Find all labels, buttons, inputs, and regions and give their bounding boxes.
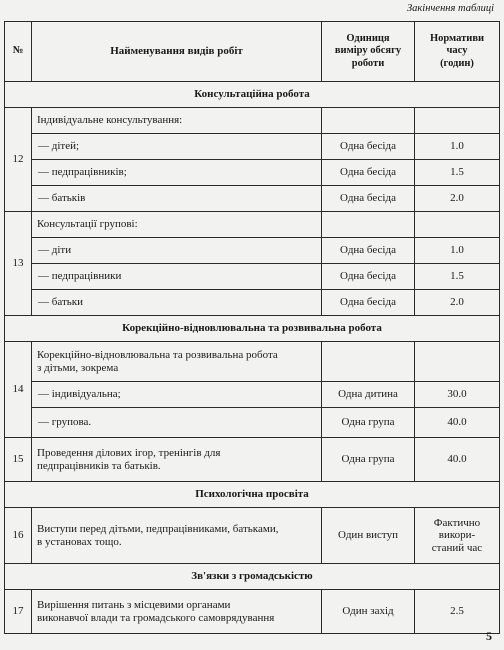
section-title-public-relations: Зв'язки з громадськістю — [5, 564, 500, 590]
work-line2: виконавчої влади та громадського самоврядування — [37, 611, 275, 624]
table-row — [5, 438, 500, 482]
norm-line1: Фактично — [433, 516, 481, 529]
norm-cell: 40.0 — [415, 408, 500, 438]
unit-cell: Одна група — [322, 438, 415, 482]
unit-cell: Одна бесіда — [322, 290, 415, 316]
row-number: 16 — [5, 508, 32, 564]
header-num: № — [5, 22, 32, 82]
table-row — [5, 408, 500, 438]
unit-cell-empty — [322, 212, 415, 238]
work-cell: — дітей; — [32, 134, 322, 160]
norm-cell-empty — [415, 342, 500, 382]
norm-cell: 1.5 — [415, 160, 500, 186]
header-norm — [415, 22, 500, 82]
header-norm-line3: (годин) — [440, 57, 474, 69]
work-cell: — педпрацівників; — [32, 160, 322, 186]
section-row — [5, 82, 500, 108]
header-norm-line2: часу — [446, 45, 468, 57]
section-row — [5, 316, 500, 342]
norm-cell: 2.0 — [415, 290, 500, 316]
unit-cell: Одна бесіда — [322, 238, 415, 264]
section-title-education: Психологічна просвіта — [5, 482, 500, 508]
table-row — [5, 238, 500, 264]
table-row — [5, 212, 500, 238]
unit-cell: Одна бесіда — [322, 186, 415, 212]
table-header-row — [5, 22, 500, 82]
row-title: Консультації групові: — [32, 212, 322, 238]
table-row — [5, 186, 500, 212]
table-row — [5, 508, 500, 564]
unit-cell-empty — [322, 108, 415, 134]
table-row — [5, 264, 500, 290]
section-row — [5, 564, 500, 590]
row-number: 12 — [5, 108, 32, 212]
table-continuation-caption: Закінчення таблиці — [406, 3, 494, 14]
work-line1: Вирішення питань з місцевими органами — [37, 598, 231, 611]
work-cell: — батьки — [32, 290, 322, 316]
row-title: Індивідуальне консультування: — [32, 108, 322, 134]
work-cell — [32, 438, 322, 482]
work-cell: — батьків — [32, 186, 322, 212]
work-cell — [32, 508, 322, 564]
row-number: 13 — [5, 212, 32, 316]
table-row — [5, 108, 500, 134]
work-cell: — групова. — [32, 408, 322, 438]
norm-cell: 2.5 — [415, 590, 500, 634]
norm-cell-empty — [415, 212, 500, 238]
header-unit-line2: виміру обсягу — [334, 45, 402, 57]
work-line1: Проведення ділових ігор, тренінгів для — [37, 446, 221, 459]
table-row — [5, 382, 500, 408]
work-cell: — індивідуальна; — [32, 382, 322, 408]
norm-line3: станий час — [431, 541, 483, 554]
norm-cell: 30.0 — [415, 382, 500, 408]
unit-cell: Один захід — [322, 590, 415, 634]
row-number: 14 — [5, 342, 32, 438]
header-work-type: Найменування видів робіт — [32, 22, 322, 82]
work-norms-table — [4, 21, 500, 634]
row-number: 17 — [5, 590, 32, 634]
header-unit-line1: Одиниця — [346, 33, 390, 45]
norm-cell: 1.0 — [415, 134, 500, 160]
norm-cell-empty — [415, 108, 500, 134]
norm-cell: 2.0 — [415, 186, 500, 212]
work-cell — [32, 590, 322, 634]
table-row — [5, 290, 500, 316]
unit-cell: Одна бесіда — [322, 134, 415, 160]
table-row — [5, 160, 500, 186]
norm-cell: 40.0 — [415, 438, 500, 482]
row-title — [32, 342, 322, 382]
section-title-correction: Корекційно-відновлювальна та розвивальна робота — [5, 316, 500, 342]
section-title-consulting: Консультаційна робота — [5, 82, 500, 108]
work-line1: Виступи перед дітьми, педпрацівниками, батьками, — [37, 522, 279, 535]
row-number: 15 — [5, 438, 32, 482]
unit-cell: Одна бесіда — [322, 264, 415, 290]
unit-cell-empty — [322, 342, 415, 382]
work-cell: — діти — [32, 238, 322, 264]
table-row — [5, 590, 500, 634]
unit-cell: Одна бесіда — [322, 160, 415, 186]
header-unit — [322, 22, 415, 82]
table-row — [5, 134, 500, 160]
work-cell: — педпрацівники — [32, 264, 322, 290]
norm-cell: 1.5 — [415, 264, 500, 290]
norm-cell: 1.0 — [415, 238, 500, 264]
work-line2: педпрацівників та батьків. — [37, 459, 161, 472]
norm-cell — [415, 508, 500, 564]
header-unit-line3: роботи — [351, 57, 385, 69]
row-title-line2: з дітьми, зокрема — [37, 361, 119, 374]
section-row — [5, 482, 500, 508]
work-line2: в установах тощо. — [37, 535, 122, 548]
unit-cell: Одна дитина — [322, 382, 415, 408]
page-number: 5 — [486, 629, 492, 643]
table-row — [5, 342, 500, 382]
header-norm-line1: Нормативи — [429, 33, 485, 45]
unit-cell: Один виступ — [322, 508, 415, 564]
norm-line2: викори- — [438, 529, 476, 542]
unit-cell: Одна група — [322, 408, 415, 438]
row-title-line1: Корекційно-відновлювальна та розвивальна робота — [37, 348, 278, 361]
